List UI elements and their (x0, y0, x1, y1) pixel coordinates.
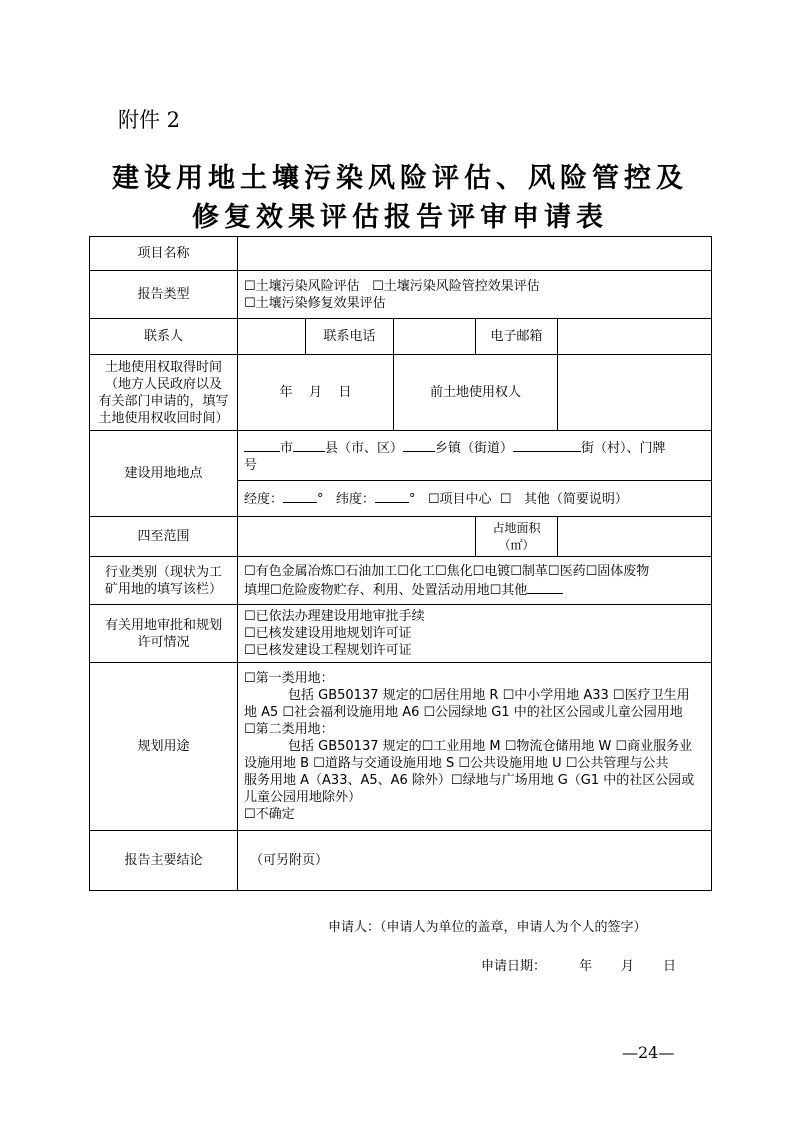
form-title-line2: 修复效果评估报告评审申请表 (192, 202, 608, 233)
industry-options (238, 557, 712, 605)
approval-land-planning-permit-checkbox[interactable]: ☐已核发建设用地规划许可证 (244, 626, 412, 641)
row-report-type (90, 271, 712, 319)
degree-symbol: ° (317, 491, 324, 507)
date-year-unit: 年 (579, 959, 593, 974)
street-unit: 街（村）、门牌 (581, 440, 666, 456)
boundary-label: 四至范围 (90, 517, 238, 557)
approval-label (90, 605, 238, 663)
coord-other-checkbox[interactable]: ☐ (499, 491, 512, 507)
city-unit: 市 (280, 440, 294, 456)
conclusion-label: 报告主要结论 (90, 831, 238, 891)
land-use-time-label-line: 有关部门申请的，填写 (98, 393, 229, 409)
page-number: —24— (622, 1043, 675, 1062)
report-type-label: 报告类型 (90, 271, 238, 319)
industry-options-line[interactable]: 填埋☐危险废物贮存、利用、处置活动用地☐其他 (244, 582, 528, 598)
row-planning-use (90, 663, 712, 831)
approval-engineering-permit-checkbox[interactable]: ☐已核发建设工程规划许可证 (244, 643, 412, 658)
industry-label (90, 557, 238, 605)
county-blank[interactable] (293, 438, 325, 452)
row-boundary (90, 517, 712, 557)
latitude-blank[interactable] (375, 489, 409, 503)
approval-options (238, 605, 712, 663)
attachment-label: 附件 2 (118, 108, 181, 132)
industry-options-line[interactable]: ☐有色金属冶炼☐石油加工☐化工☐焦化☐电镀☐制革☐医药☐固体废物 (244, 563, 650, 579)
site-location-label: 建设用地地点 (90, 431, 238, 517)
previous-owner-label: 前土地使用权人 (394, 355, 558, 431)
application-date-label: 申请日期： (481, 959, 547, 974)
date-day-unit: 日 (662, 959, 676, 974)
house-number-unit: 号 (244, 457, 258, 473)
land-use-date-field[interactable]: 年 月 日 (238, 355, 394, 431)
phone-label: 联系电话 (306, 319, 394, 355)
previous-owner-field[interactable] (558, 355, 712, 431)
site-location-field (238, 431, 712, 517)
project-name-field[interactable] (238, 237, 712, 271)
longitude-label: 经度： (244, 491, 284, 507)
land-use-time-label-line: 土地使用权收回时间） (98, 410, 229, 426)
planning-use-options (238, 663, 712, 831)
plan-class1-checkbox[interactable]: ☐第一类用地： (244, 671, 334, 686)
report-type-remediation-effect-checkbox[interactable]: ☐土壤污染修复效果评估 (244, 295, 386, 311)
plan-class2-checkbox[interactable]: ☐第二类用地： (244, 722, 334, 737)
approval-label-line: 许可情况 (137, 634, 190, 650)
row-site-location (90, 431, 712, 517)
industry-label-line: 矿用地的填写该栏） (104, 581, 222, 597)
row-contact (90, 319, 712, 355)
contact-field[interactable] (238, 319, 306, 355)
report-type-options (238, 271, 712, 319)
city-blank[interactable] (244, 438, 280, 452)
form-title-line1: 建设用地土壤污染风险评估、风险管控及 (112, 163, 688, 194)
plan-class2-detail-line[interactable]: 服务用地 A（A33、A5、A6 除外）☐绿地与广场用地 G（G1 中的社区公园或 (244, 773, 695, 788)
conclusion-field[interactable] (238, 831, 712, 891)
degree-symbol: ° (408, 491, 416, 507)
town-unit: 乡镇（街道） (435, 440, 514, 456)
planning-use-label: 规划用途 (90, 663, 238, 831)
date-month-unit: 月 (621, 959, 635, 974)
town-blank[interactable] (403, 438, 435, 452)
row-project-name (90, 237, 712, 271)
applicant-line: 申请人：（申请人为单位的盖章，申请人为个人的签字） (328, 920, 647, 935)
project-name-label: 项目名称 (90, 237, 238, 271)
land-use-time-label-line: （地方人民政府以及 (104, 376, 222, 392)
row-approval (90, 605, 712, 663)
plan-class2-detail-line[interactable]: 包括 GB50137 规定的☐工业用地 M ☐物流仓储用地 W ☐商业服务业 (288, 739, 693, 754)
conclusion-note: （可另附页） (250, 853, 329, 868)
report-type-control-effect-checkbox[interactable]: ☐土壤污染风险管控效果评估 (372, 278, 540, 294)
latitude-label: 纬度： (335, 491, 375, 507)
street-blank[interactable] (513, 438, 581, 452)
row-land-use-time (90, 355, 712, 431)
area-field[interactable] (558, 517, 712, 557)
application-date-line (481, 955, 676, 974)
contact-label: 联系人 (90, 319, 238, 355)
plan-class1-detail-line[interactable]: 地 A5 ☐社会福利设施用地 A6 ☐公园绿地 G1 中的社区公园或儿童公园用地 (244, 705, 683, 720)
row-conclusion (90, 831, 712, 891)
email-label: 电子邮箱 (476, 319, 558, 355)
plan-undetermined-checkbox[interactable]: ☐不确定 (244, 807, 295, 822)
county-unit: 县（市、区） (325, 440, 404, 456)
application-form-table (89, 236, 712, 891)
approval-label-line: 有关用地审批和规划 (104, 617, 222, 633)
industry-label-line: 行业类别（现状为工 (104, 564, 222, 580)
industry-other-blank[interactable] (527, 580, 563, 594)
boundary-field[interactable] (238, 517, 476, 557)
plan-class1-detail-line[interactable]: 包括 GB50137 规定的☐居住用地 R ☐中小学用地 A33 ☐医疗卫生用 (288, 688, 690, 703)
area-label: 占地面积（㎡） (476, 517, 558, 557)
coord-project-center-checkbox[interactable]: ☐项目中心 (427, 491, 492, 507)
row-industry (90, 557, 712, 605)
report-type-risk-assessment-checkbox[interactable]: ☐土壤污染风险评估 (244, 278, 360, 294)
approval-land-procedure-checkbox[interactable]: ☐已依法办理建设用地审批手续 (244, 609, 425, 624)
longitude-blank[interactable] (283, 489, 317, 503)
phone-field[interactable] (394, 319, 476, 355)
plan-class2-detail-line: 儿童公园用地除外） (244, 790, 362, 805)
land-use-time-label (90, 355, 238, 431)
land-use-time-label-line: 土地使用权取得时间 (104, 359, 222, 375)
plan-class2-detail-line[interactable]: 设施用地 B ☐道路与交通设施用地 S ☐公共设施用地 U ☐公共管理与公共 (244, 756, 669, 771)
email-field[interactable] (558, 319, 712, 355)
coord-other-label: 其他（简要说明） (523, 491, 628, 507)
